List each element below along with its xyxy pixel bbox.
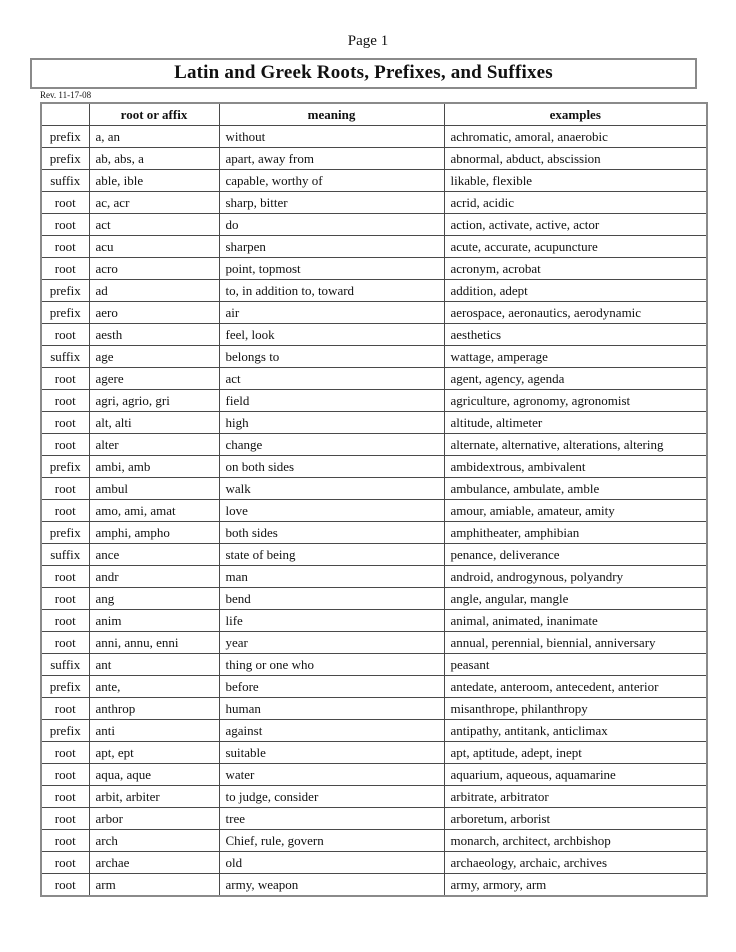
examples-cell: ambidextrous, ambivalent [444,456,707,478]
type-cell: root [41,852,89,874]
header-meaning: meaning [219,103,444,126]
root-or-affix-cell: able, ible [89,170,219,192]
meaning-cell: without [219,126,444,148]
table-row [41,346,707,368]
examples-cell: addition, adept [444,280,707,302]
table-row [41,500,707,522]
examples-cell: abnormal, abduct, abscission [444,148,707,170]
meaning-cell: sharpen [219,236,444,258]
meaning-cell: change [219,434,444,456]
header-row [41,103,707,126]
table-row [41,742,707,764]
meaning-cell: against [219,720,444,742]
table-row [41,830,707,852]
meaning-cell: Chief, rule, govern [219,830,444,852]
meaning-cell: state of being [219,544,444,566]
root-or-affix-cell: anti [89,720,219,742]
examples-cell: android, androgynous, polyandry [444,566,707,588]
table-row [41,302,707,324]
meaning-cell: act [219,368,444,390]
title-box [30,58,697,89]
root-or-affix-cell: ac, acr [89,192,219,214]
meaning-cell: love [219,500,444,522]
type-cell: suffix [41,170,89,192]
meaning-cell: army, weapon [219,874,444,897]
examples-cell: angle, angular, mangle [444,588,707,610]
type-cell: root [41,764,89,786]
root-or-affix-cell: ance [89,544,219,566]
revision-label: Rev. 11-17-08 [40,90,92,100]
type-cell: root [41,588,89,610]
examples-cell: ambulance, ambulate, amble [444,478,707,500]
examples-cell: acrid, acidic [444,192,707,214]
table-row [41,698,707,720]
examples-cell: alternate, alternative, alterations, altering [444,434,707,456]
examples-cell: action, activate, active, actor [444,214,707,236]
type-cell: root [41,698,89,720]
type-cell: root [41,742,89,764]
examples-cell: animal, animated, inanimate [444,610,707,632]
meaning-cell: thing or one who [219,654,444,676]
table-row [41,808,707,830]
type-cell: root [41,478,89,500]
table-row [41,170,707,192]
table-row [41,456,707,478]
table-body [41,126,707,897]
table-row [41,258,707,280]
table-row [41,478,707,500]
type-cell: root [41,434,89,456]
root-or-affix-cell: amphi, ampho [89,522,219,544]
examples-cell: achromatic, amoral, anaerobic [444,126,707,148]
root-or-affix-cell: aero [89,302,219,324]
meaning-cell: walk [219,478,444,500]
table-row [41,764,707,786]
table-row [41,192,707,214]
table-row [41,412,707,434]
examples-cell: wattage, amperage [444,346,707,368]
type-cell: root [41,632,89,654]
page-number: Page 1 [347,33,389,49]
table-row [41,874,707,897]
header-type [41,103,89,126]
root-or-affix-cell: ant [89,654,219,676]
root-or-affix-cell: apt, ept [89,742,219,764]
header-examples: examples [444,103,707,126]
meaning-cell: belongs to [219,346,444,368]
meaning-cell: capable, worthy of [219,170,444,192]
examples-cell: aerospace, aeronautics, aerodynamic [444,302,707,324]
meaning-cell: tree [219,808,444,830]
meaning-cell: man [219,566,444,588]
type-cell: prefix [41,720,89,742]
type-cell: root [41,830,89,852]
examples-cell: amour, amiable, amateur, amity [444,500,707,522]
examples-cell: agent, agency, agenda [444,368,707,390]
meaning-cell: sharp, bitter [219,192,444,214]
table-row [41,368,707,390]
type-cell: root [41,236,89,258]
root-or-affix-cell: amo, ami, amat [89,500,219,522]
examples-cell: altitude, altimeter [444,412,707,434]
meaning-cell: point, topmost [219,258,444,280]
table-row [41,632,707,654]
meaning-cell: field [219,390,444,412]
root-or-affix-cell: arbor [89,808,219,830]
type-cell: root [41,874,89,897]
type-cell: prefix [41,456,89,478]
examples-cell: annual, perennial, biennial, anniversary [444,632,707,654]
type-cell: root [41,500,89,522]
type-cell: root [41,808,89,830]
meaning-cell: life [219,610,444,632]
examples-cell: arboretum, arborist [444,808,707,830]
table-row [41,852,707,874]
type-cell: prefix [41,126,89,148]
examples-cell: antipathy, antitank, anticlimax [444,720,707,742]
root-or-affix-cell: ambul [89,478,219,500]
examples-cell: arbitrate, arbitrator [444,786,707,808]
root-or-affix-cell: alter [89,434,219,456]
meaning-cell: year [219,632,444,654]
root-or-affix-cell: acro [89,258,219,280]
table-header [41,103,707,126]
root-or-affix-cell: anthrop [89,698,219,720]
examples-cell: aesthetics [444,324,707,346]
meaning-cell: water [219,764,444,786]
table-row [41,214,707,236]
table-row [41,544,707,566]
examples-cell: archaeology, archaic, archives [444,852,707,874]
type-cell: root [41,566,89,588]
table-row [41,676,707,698]
root-or-affix-cell: ante, [89,676,219,698]
root-or-affix-cell: archae [89,852,219,874]
header-root-or-affix: root or affix [89,103,219,126]
root-or-affix-cell: acu [89,236,219,258]
root-or-affix-cell: agri, agrio, gri [89,390,219,412]
table-row [41,588,707,610]
examples-cell: acute, accurate, acupuncture [444,236,707,258]
examples-cell: agriculture, agronomy, agronomist [444,390,707,412]
examples-cell: antedate, anteroom, antecedent, anterior [444,676,707,698]
meaning-cell: on both sides [219,456,444,478]
meaning-cell: do [219,214,444,236]
root-or-affix-cell: aesth [89,324,219,346]
table-row [41,786,707,808]
root-or-affix-cell: andr [89,566,219,588]
type-cell: prefix [41,676,89,698]
root-or-affix-cell: alt, alti [89,412,219,434]
table-row [41,280,707,302]
type-cell: root [41,192,89,214]
type-cell: root [41,786,89,808]
examples-cell: acronym, acrobat [444,258,707,280]
type-cell: prefix [41,280,89,302]
type-cell: root [41,412,89,434]
root-or-affix-cell: ab, abs, a [89,148,219,170]
examples-cell: peasant [444,654,707,676]
table-row [41,434,707,456]
type-cell: root [41,258,89,280]
table-row [41,566,707,588]
meaning-cell: human [219,698,444,720]
type-cell: suffix [41,654,89,676]
root-or-affix-cell: act [89,214,219,236]
type-cell: root [41,324,89,346]
examples-cell: apt, aptitude, adept, inept [444,742,707,764]
root-or-affix-cell: anni, annu, enni [89,632,219,654]
root-or-affix-cell: age [89,346,219,368]
root-or-affix-cell: ambi, amb [89,456,219,478]
table-row [41,654,707,676]
table-row [41,610,707,632]
table-row [41,236,707,258]
table-row [41,390,707,412]
meaning-cell: air [219,302,444,324]
examples-cell: penance, deliverance [444,544,707,566]
root-or-affix-cell: arbit, arbiter [89,786,219,808]
root-or-affix-cell: arm [89,874,219,897]
type-cell: root [41,368,89,390]
type-cell: suffix [41,544,89,566]
root-or-affix-cell: aqua, aque [89,764,219,786]
type-cell: root [41,214,89,236]
type-cell: prefix [41,522,89,544]
root-or-affix-cell: arch [89,830,219,852]
root-or-affix-cell: ad [89,280,219,302]
table-row [41,148,707,170]
type-cell: prefix [41,302,89,324]
roots-table [40,102,708,897]
table-row [41,522,707,544]
table-row [41,324,707,346]
type-cell: prefix [41,148,89,170]
type-cell: root [41,610,89,632]
meaning-cell: high [219,412,444,434]
root-or-affix-cell: anim [89,610,219,632]
root-or-affix-cell: agere [89,368,219,390]
examples-cell: aquarium, aqueous, aquamarine [444,764,707,786]
root-or-affix-cell: ang [89,588,219,610]
type-cell: suffix [41,346,89,368]
meaning-cell: feel, look [219,324,444,346]
examples-cell: army, armory, arm [444,874,707,897]
meaning-cell: to, in addition to, toward [219,280,444,302]
type-cell: root [41,390,89,412]
table-row [41,126,707,148]
document-title: Latin and Greek Roots, Prefixes, and Suffixes [174,62,553,83]
root-or-affix-cell: a, an [89,126,219,148]
meaning-cell: to judge, consider [219,786,444,808]
meaning-cell: before [219,676,444,698]
meaning-cell: apart, away from [219,148,444,170]
examples-cell: monarch, architect, archbishop [444,830,707,852]
examples-cell: amphitheater, amphibian [444,522,707,544]
meaning-cell: bend [219,588,444,610]
examples-cell: likable, flexible [444,170,707,192]
meaning-cell: suitable [219,742,444,764]
table-row [41,720,707,742]
meaning-cell: old [219,852,444,874]
examples-cell: misanthrope, philanthropy [444,698,707,720]
meaning-cell: both sides [219,522,444,544]
